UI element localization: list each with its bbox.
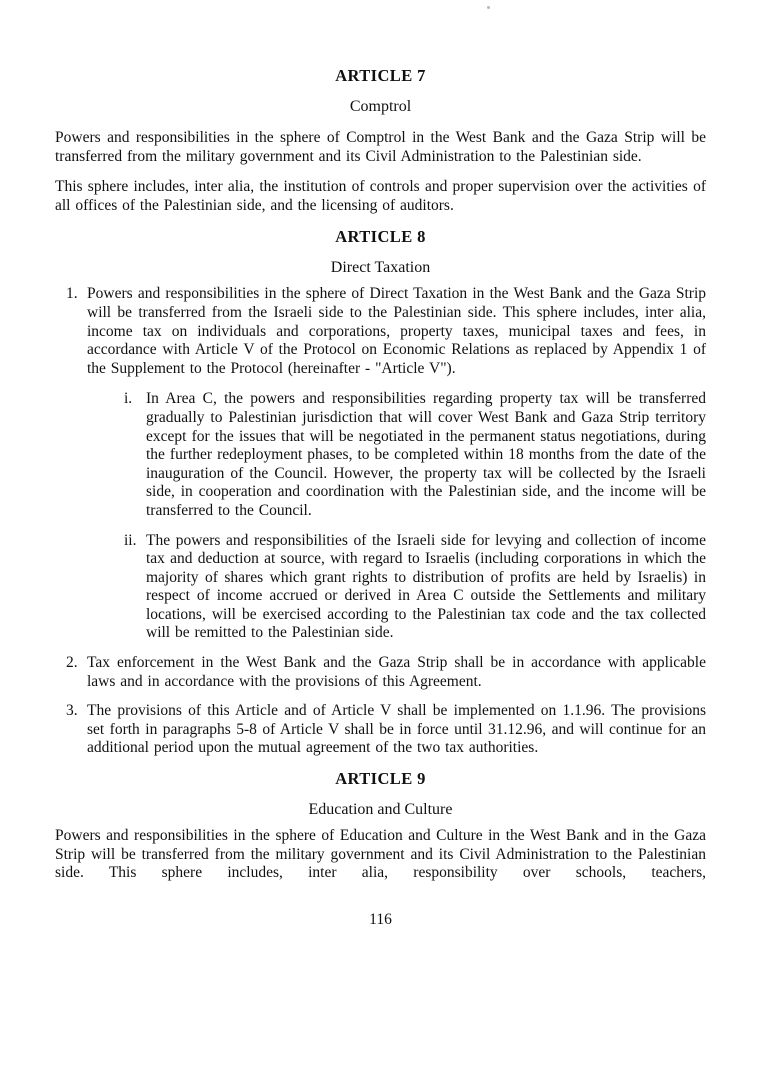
sub-item-ii-marker: ii.	[124, 531, 137, 549]
sub-item-ii	[55, 532, 706, 644]
article-9-paragraph-1: Powers and responsibilities in the sphere of Education and Culture in the West Bank and in the Gaza Strip will be transferred from the military government and its Civil Administration to the Palestinian side. This sphere includes, inter alia, responsibility over schools, teachers,	[55, 827, 706, 882]
numbered-item-1-text: Powers and responsibilities in the sphere of Direct Taxation in the West Bank and the Gaza Strip will be transferred from the Israeli side to the Palestinian side. This sphere includes, inter alia, income tax on individuals and corporations, property taxes, municipal taxes and fees, in accordance with Article V of the Protocol on Economic Relations as replaced by Appendix 1 of the Supplement to the Protocol (hereinafter - "Article V").	[87, 285, 706, 377]
sub-item-i-text: In Area C, the powers and responsibilities regarding property tax will be transferred gradually to Palestinian jurisdiction that will cover West Bank and Gaza Strip territory except for the issues that will be negotiated in the permanent status negotiations, during the further redeployment phases, to be completed within 18 months from the date of the inauguration of the Council. However, the property tax will be collected by the Israeli side, in cooperation and coordination with the Palestinian side, and the income will be transferred to the Council.	[146, 390, 706, 519]
article-7-subtitle: Comptrol	[349, 98, 412, 115]
article-7-paragraph-2: This sphere includes, inter alia, the institution of controls and proper supervision over the activities of all offices of the Palestinian side, and the licensing of auditors.	[55, 178, 706, 214]
article-8-heading: ARTICLE 8	[335, 227, 426, 247]
page-content	[55, 66, 706, 929]
article-8-section	[55, 227, 706, 758]
numbered-item-2-text: Tax enforcement in the West Bank and the Gaza Strip shall be in accordance with applicable laws and in accordance with the provisions of this Agreement.	[87, 654, 706, 690]
numbered-item-3-marker: 3.	[66, 702, 78, 720]
numbered-item-1-marker: 1.	[66, 285, 78, 303]
article-7-section	[55, 66, 706, 215]
numbered-item-3	[55, 702, 706, 758]
sub-item-i	[55, 390, 706, 520]
article-9-heading: ARTICLE 9	[335, 769, 426, 789]
numbered-item-2-marker: 2.	[66, 654, 78, 672]
page-number: 116	[369, 910, 392, 928]
numbered-item-1	[55, 285, 706, 378]
sub-item-ii-text: The powers and responsibilities of the Israeli side for levying and collection of income tax and deduction at source, with regard to Israelis (including corporations in which the majority of shares which grant rights to distribution of profits are held by Israelis) in respect of income accrued or derived in Area C outside the Settlements and military locations, will be exercised according to the Palestinian tax code and the tax collected will be remitted to the Palestinian side.	[146, 531, 706, 642]
article-7-heading: ARTICLE 7	[335, 66, 426, 85]
article-9-section	[55, 769, 706, 883]
article-7-paragraph-1: Powers and responsibilities in the sphere of Comptrol in the West Bank and the Gaza Strip will be transferred from the military government and its Civil Administration to the Palestinian side.	[55, 129, 706, 165]
article-9-subtitle: Education and Culture	[308, 801, 453, 819]
sub-item-i-marker: i.	[124, 390, 133, 408]
scan-speck-artifact	[487, 6, 490, 9]
article-8-subtitle: Direct Taxation	[330, 259, 431, 277]
numbered-item-3-text: The provisions of this Article and of Article V shall be implemented on 1.1.96. The provisions set forth in paragraphs 5-8 of Article V shall be in force until 31.12.96, and will continue for an additional period upon the mutual agreement of the two tax authorities.	[87, 702, 706, 757]
numbered-item-2	[55, 654, 706, 691]
